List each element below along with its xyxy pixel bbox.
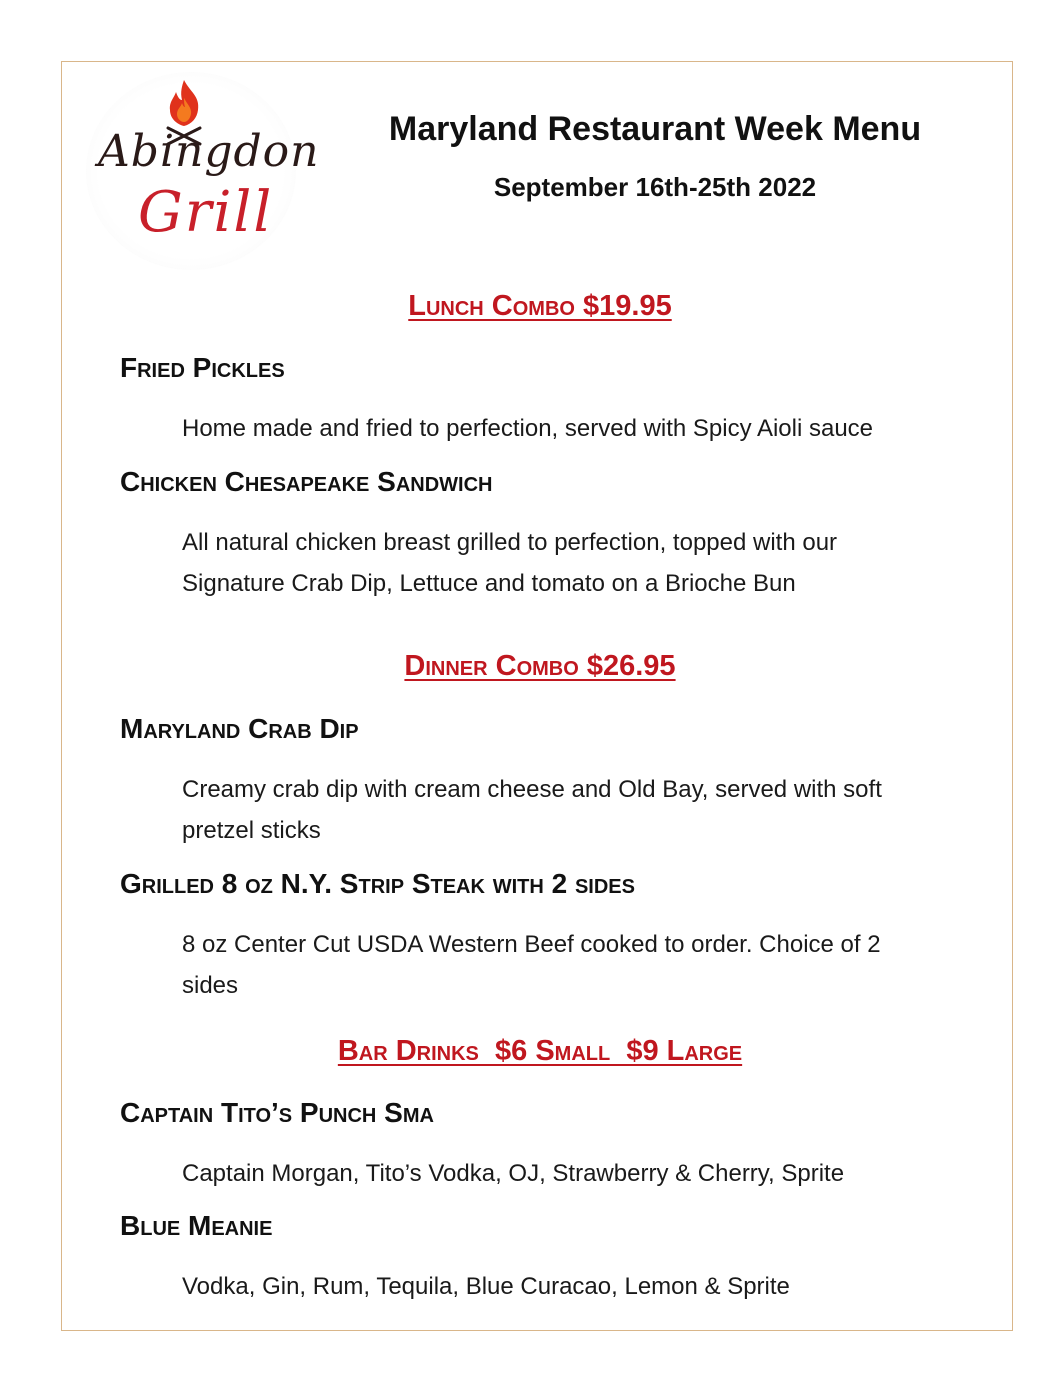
menu-item-name: Captain Tito’s Punch Sma (120, 1097, 434, 1128)
page-title: Maryland Restaurant Week Menu (388, 110, 922, 148)
abingdon-grill-logo (86, 72, 320, 270)
menu-item-name: Maryland Crab Dip (120, 713, 359, 744)
bar-drinks-heading: Bar Drinks $6 Small $9 Large (337, 1035, 743, 1067)
menu-item-description: All natural chicken breast grilled to perfection, topped with our Signature Crab Dip, Lettuce and tomato on a Brioche Bun (182, 529, 838, 597)
menu-item-name: Chicken Chesapeake Sandwich (120, 466, 493, 497)
menu-item-description: Captain Morgan, Tito’s Vodka, OJ, Strawberry & Cherry, Sprite (182, 1160, 845, 1187)
lunch-combo-heading: Lunch Combo $19.95 (408, 290, 672, 322)
menu-item-description: Home made and fried to perfection, served with Spicy Aioli sauce (182, 415, 874, 442)
menu-item-description: 8 oz Center Cut USDA Western Beef cooked to order. Choice of 2 sides (182, 931, 881, 999)
menu-item-description: Vodka, Gin, Rum, Tequila, Blue Curacao, Lemon & Sprite (182, 1273, 790, 1300)
menu-item-name: Fried Pickles (120, 352, 285, 383)
menu-item-name: Grilled 8 oz N.Y. Strip Steak with 2 sides (120, 868, 635, 899)
event-dates: September 16th-25th 2022 (493, 172, 817, 202)
menu-item-name: Blue Meanie (120, 1210, 273, 1241)
menu-item-description: Creamy crab dip with cream cheese and Old Bay, served with soft pretzel sticks (182, 776, 882, 844)
dinner-combo-heading: Dinner Combo $26.95 (404, 650, 676, 682)
logo-text-abingdon: Abingdon (98, 126, 320, 177)
logo-text-grill: Grill (138, 180, 274, 245)
